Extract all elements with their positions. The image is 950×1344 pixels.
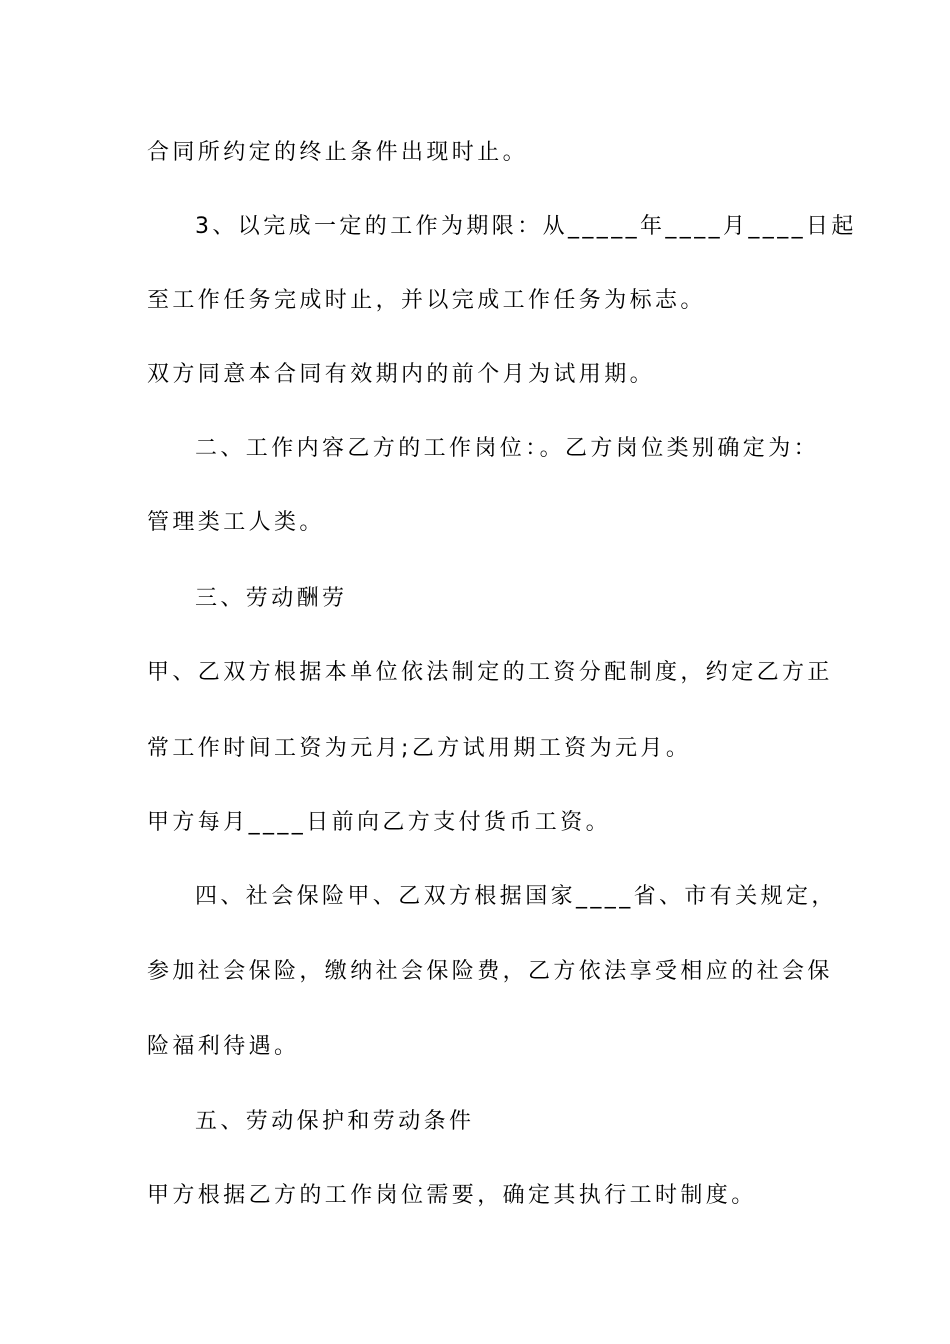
text-line: 甲、乙双方根据本单位依法制定的工资分配制度，约定乙方正: [147, 660, 833, 685]
text-line: 合同所约定的终止条件出现时止。: [147, 140, 529, 165]
text-line: 二、工作内容乙方的工作岗位：。乙方岗位类别确定为：: [195, 436, 820, 461]
text-line: 管理类工人类。: [147, 510, 325, 535]
text-line: 常工作时间工资为元月;乙方试用期工资为元月。: [147, 736, 692, 761]
text-line: 甲方根据乙方的工作岗位需要，确定其执行工时制度。: [147, 1183, 757, 1208]
text-line: 双方同意本合同有效期内的前个月为试用期。: [147, 362, 656, 387]
text-line: 3、以完成一定的工作为期限：从_____年____月____日起: [195, 214, 857, 239]
text-line: 参加社会保险，缴纳社会保险费，乙方依法享受相应的社会保: [147, 959, 833, 984]
text-line: 至工作任务完成时止，并以完成工作任务为标志。: [147, 288, 706, 313]
section-heading: 五、劳动保护和劳动条件: [195, 1109, 475, 1134]
text-line: 甲方每月____日前向乙方支付货币工资。: [147, 810, 612, 835]
section-heading: 三、劳动酬劳: [195, 586, 348, 611]
text-line: 四、社会保险甲、乙双方根据国家____省、市有关规定，: [195, 884, 837, 909]
text-line: 险福利待遇。: [147, 1034, 300, 1059]
